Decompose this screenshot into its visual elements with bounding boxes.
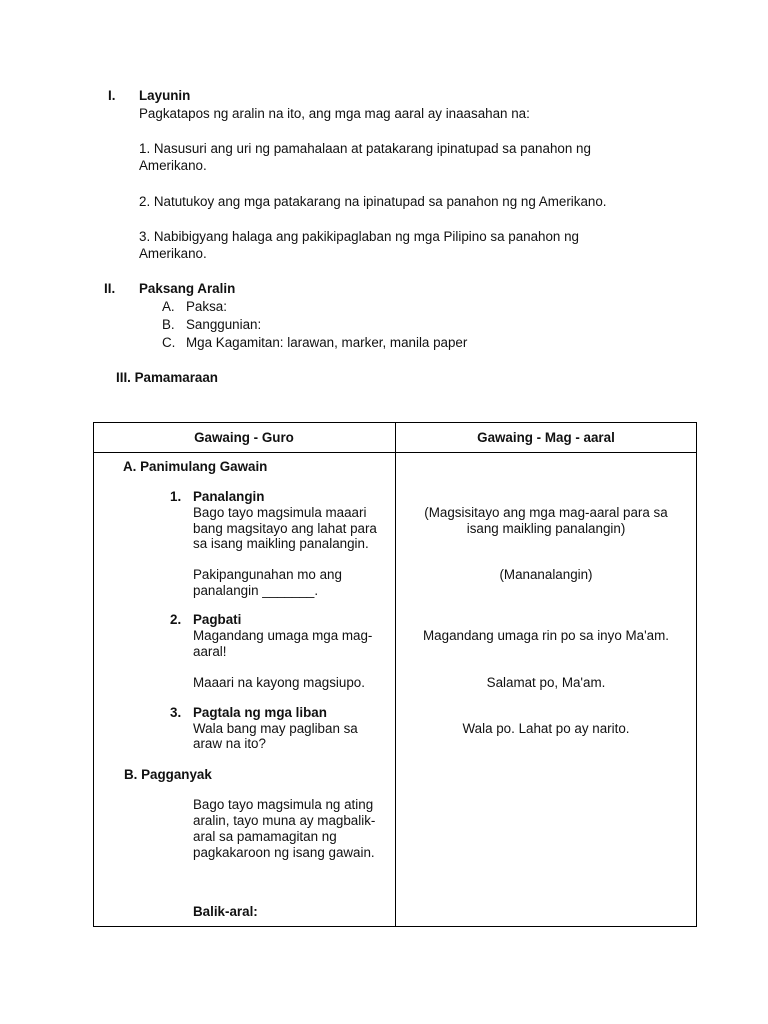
step-1-text-line: bang magsitayo ang lahat para xyxy=(193,521,377,536)
part-b-text-line: aralin, tayo muna ay magbalik- xyxy=(193,813,376,828)
objective-3-line2: Amerikano. xyxy=(139,246,207,261)
step-3-response: Wala po. Lahat po ay narito. xyxy=(462,721,630,736)
step-1-response-line: isang maikling panalangin) xyxy=(466,521,626,536)
part-a-title: A. Panimulang Gawain xyxy=(123,459,268,474)
section-1-intro: Pagkatapos ng aralin na ito, ang mga mag aaral ay inaasahan na: xyxy=(139,106,530,121)
step-3-num: 3. xyxy=(170,705,182,720)
step-1-text-line: Bago tayo magsimula maaari xyxy=(193,505,367,520)
objective-3-line1: 3. Nabibigyang halaga ang pakikipaglaban ng mga Pilipino sa panahon ng xyxy=(139,229,579,244)
balik-aral-label: Balik-aral: xyxy=(193,904,258,919)
step-3-text-line: Wala bang may pagliban sa xyxy=(193,721,358,736)
section-3-title: III. Pamamaraan xyxy=(116,370,218,385)
step-1-response-2: (Mananalangin) xyxy=(499,567,593,582)
step-2-response-1: Magandang umaga rin po sa inyo Ma'am. xyxy=(423,628,669,643)
item-b-text: Sanggunian: xyxy=(186,317,262,332)
header-student: Gawaing - Mag - aaral xyxy=(477,430,615,445)
section-2-numeral: II. xyxy=(104,281,116,296)
step-1-text-line: sa isang maikling panalangin. xyxy=(193,536,369,551)
header-teacher: Gawaing - Guro xyxy=(194,430,294,445)
step-1-num: 1. xyxy=(170,489,182,504)
section-1-numeral: I. xyxy=(108,88,116,103)
section-1-title: Layunin xyxy=(139,88,191,103)
step-2-text-line: aaral! xyxy=(193,644,227,659)
objective-1-line2: Amerikano. xyxy=(139,158,207,173)
step-2-response-2: Salamat po, Ma'am. xyxy=(486,675,606,690)
step-2-text-line: Magandang umaga mga mag- xyxy=(193,628,373,643)
item-b-letter: B. xyxy=(162,317,175,332)
item-c-text: Mga Kagamitan: larawan, marker, manila paper xyxy=(186,335,468,350)
part-b-text-line: aral sa pamamagitan ng xyxy=(193,829,337,844)
objective-2: 2. Natutukoy ang mga patakarang na ipinatupad sa panahon ng ng Amerikano. xyxy=(139,194,607,209)
part-b-text-line: pagkakaroon ng isang gawain. xyxy=(193,845,375,860)
item-c-letter: C. xyxy=(162,335,176,350)
part-b-text-line: Bago tayo magsimula ng ating xyxy=(193,797,374,812)
part-b-title: B. Pagganyak xyxy=(124,767,212,782)
step-1-text2-line: panalangin _______. xyxy=(193,583,319,598)
step-1-text2-line: Pakipangunahan mo ang xyxy=(193,567,342,582)
step-2-title: Pagbati xyxy=(193,612,242,627)
step-3-text-line: araw na ito? xyxy=(193,736,266,751)
step-1-title: Panalangin xyxy=(193,489,265,504)
item-a-letter: A. xyxy=(162,299,175,314)
step-2-text-2: Maaari na kayong magsiupo. xyxy=(193,675,365,690)
step-1-response-line: (Magsisitayo ang mga mag-aaral para sa xyxy=(424,505,668,520)
step-3-title: Pagtala ng mga liban xyxy=(193,705,327,720)
item-a-text: Paksa: xyxy=(186,299,227,314)
objective-1-line1: 1. Nasusuri ang uri ng pamahalaan at patakarang ipinatupad sa panahon ng xyxy=(139,141,591,156)
step-2-num: 2. xyxy=(170,612,182,627)
section-2-title: Paksang Aralin xyxy=(139,281,236,296)
